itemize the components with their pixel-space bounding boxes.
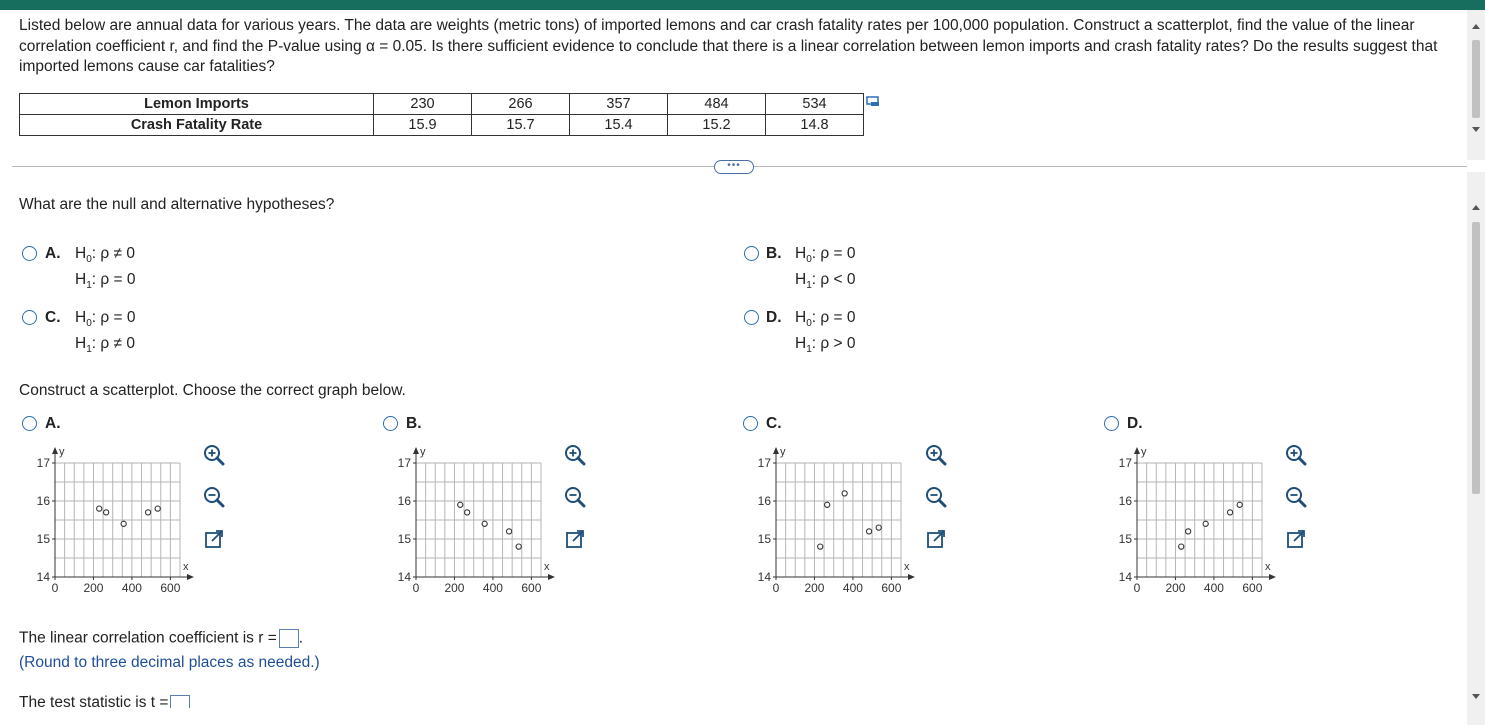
top-scrollbar-thumb[interactable]: [1472, 40, 1480, 118]
hyp-sub: 1: [806, 280, 812, 292]
data-point: [825, 502, 830, 507]
radio-graph-b[interactable]: [383, 416, 398, 431]
y-tick-label: 17: [1118, 456, 1132, 470]
y-tick-label: 17: [36, 456, 50, 470]
y-axis-label: y: [780, 446, 786, 458]
data-point: [1186, 529, 1191, 534]
data-point: [1237, 502, 1242, 507]
y-tick-label: 17: [757, 456, 771, 470]
row-label-fatality: Crash Fatality Rate: [20, 115, 374, 136]
x-axis-arrow: [548, 574, 555, 580]
x-tick-label: 400: [842, 581, 863, 595]
hyp-rest: : ρ = 0: [91, 271, 136, 288]
data-point: [458, 502, 463, 507]
null-hypothesis: [795, 245, 855, 265]
problem-statement: Listed below are annual data for various years. The data are weights (metric tons) of imported lemons and car crash fatality rates per 100,000 population. Construct a scatterplot, find the value of the linear correlation coefficient r, and find the P-value using α = 0.05. Is there sufficient evidence to conclude that there is a linear correlation between lemon imports and crash fatality rates? Do the results suggest that imported lemons cause car fatalities?: [19, 17, 1438, 75]
hyp-h: H: [795, 335, 807, 352]
hyp-h: H: [75, 309, 87, 326]
hyp-sub: 0: [806, 318, 812, 330]
radio-hyp-a[interactable]: [22, 246, 37, 261]
scroll-up-arrow-icon[interactable]: [1472, 205, 1480, 210]
x-tick-label: 200: [1165, 581, 1186, 595]
table-cell: 357: [570, 94, 668, 115]
y-axis-label: y: [59, 446, 65, 458]
zoom-in-icon[interactable]: [564, 444, 586, 466]
x-tick-label: 0: [1133, 581, 1141, 595]
radio-graph-a[interactable]: [22, 416, 37, 431]
scroll-up-arrow-icon[interactable]: [1472, 24, 1480, 29]
r-input[interactable]: [279, 629, 299, 648]
hyp-rest: : ρ > 0: [811, 335, 856, 352]
radio-graph-c[interactable]: [743, 416, 758, 431]
y-axis-arrow: [773, 447, 779, 454]
option-letter: B.: [406, 415, 422, 432]
popout-icon[interactable]: [203, 528, 225, 550]
data-point: [155, 506, 160, 511]
y-tick-label: 15: [1118, 532, 1132, 546]
main-scrollbar-thumb[interactable]: [1472, 222, 1480, 494]
data-table: [19, 93, 864, 136]
option-letter: A.: [45, 245, 61, 262]
option-letter: D.: [766, 309, 782, 326]
table-cell: 15.9: [374, 115, 472, 136]
y-tick-label: 15: [757, 532, 771, 546]
t-input[interactable]: [170, 695, 190, 708]
data-point: [145, 510, 150, 515]
scatterplot-question: Construct a scatterplot. Choose the correct graph below.: [19, 382, 406, 399]
x-tick-label: 600: [881, 581, 902, 595]
table-cell: 230: [374, 94, 472, 115]
data-point: [516, 544, 521, 549]
null-hypothesis: [75, 245, 135, 265]
data-point: [104, 510, 109, 515]
zoom-out-icon[interactable]: [203, 486, 225, 508]
radio-hyp-c[interactable]: [22, 310, 37, 325]
data-point: [506, 529, 511, 534]
null-hypothesis: [75, 309, 135, 329]
x-tick-label: 0: [412, 581, 420, 595]
data-point: [1179, 544, 1184, 549]
y-tick-label: 14: [36, 570, 50, 584]
option-letter: A.: [45, 415, 61, 432]
data-point: [866, 529, 871, 534]
option-letter: D.: [1127, 415, 1143, 432]
hyp-rest: : ρ = 0: [91, 309, 136, 326]
hyp-rest: : ρ = 0: [811, 245, 856, 262]
table-cell: 534: [766, 94, 864, 115]
hyp-rest: : ρ ≠ 0: [91, 245, 135, 262]
y-axis-arrow: [413, 447, 419, 454]
y-tick-label: 15: [397, 532, 411, 546]
hyp-h: H: [75, 271, 87, 288]
period-text: .: [298, 629, 304, 647]
null-hypothesis: [795, 309, 855, 329]
popout-icon[interactable]: [564, 528, 586, 550]
option-letter: B.: [766, 245, 782, 262]
y-tick-label: 16: [36, 494, 50, 508]
data-point: [1227, 510, 1232, 515]
hyp-rest: : ρ < 0: [811, 271, 856, 288]
y-tick-label: 17: [397, 456, 411, 470]
y-axis-arrow: [1134, 447, 1140, 454]
table-row: [20, 115, 864, 136]
table-cell: 266: [472, 94, 570, 115]
x-axis-arrow: [187, 574, 194, 580]
copy-data-icon[interactable]: [866, 96, 882, 108]
hypotheses-question: What are the null and alternative hypotheses?: [19, 196, 335, 213]
table-cell: 15.4: [570, 115, 668, 136]
y-tick-label: 14: [757, 570, 771, 584]
scroll-down-arrow-icon[interactable]: [1472, 127, 1480, 132]
option-letter: C.: [45, 309, 61, 326]
alternative-hypothesis: [75, 335, 135, 355]
scatterplot-a: [25, 440, 195, 600]
radio-hyp-d[interactable]: [744, 310, 759, 325]
data-point: [465, 510, 470, 515]
zoom-in-icon[interactable]: [1285, 444, 1307, 466]
data-point: [1203, 521, 1208, 526]
x-tick-label: 600: [160, 581, 181, 595]
popout-icon[interactable]: [925, 528, 947, 550]
x-tick-label: 400: [1203, 581, 1224, 595]
hyp-sub: 1: [806, 344, 812, 356]
rounding-note: (Round to three decimal places as needed.): [19, 654, 320, 671]
x-tick-label: 200: [804, 581, 825, 595]
test-statistic-question: [19, 694, 190, 708]
option-letter: C.: [766, 415, 782, 432]
alternative-hypothesis: [795, 271, 855, 291]
y-axis-label: y: [1141, 446, 1147, 458]
data-point: [876, 525, 881, 530]
alternative-hypothesis: [795, 335, 855, 355]
hyp-h: H: [75, 245, 87, 262]
expand-more-button[interactable]: •••: [714, 160, 754, 174]
data-point: [482, 521, 487, 526]
x-tick-label: 600: [1242, 581, 1263, 595]
x-tick-label: 400: [482, 581, 503, 595]
table-row: [20, 94, 864, 115]
hyp-rest: : ρ ≠ 0: [91, 335, 135, 352]
scatterplot-c: [746, 440, 916, 600]
hyp-h: H: [75, 335, 87, 352]
hyp-h: H: [795, 309, 807, 326]
hyp-sub: 1: [86, 344, 92, 356]
test-stat-label: The test statistic is t =: [19, 694, 169, 708]
x-tick-label: 0: [772, 581, 780, 595]
radio-graph-d[interactable]: [1104, 416, 1119, 431]
scatterplot-b: [386, 440, 556, 600]
alternative-hypothesis: [75, 271, 135, 291]
y-tick-label: 16: [757, 494, 771, 508]
top-bar: [0, 0, 1485, 10]
hyp-sub: 1: [86, 280, 92, 292]
zoom-in-icon[interactable]: [925, 444, 947, 466]
zoom-out-icon[interactable]: [564, 486, 586, 508]
x-axis-label: x: [544, 561, 550, 573]
table-cell: 15.7: [472, 115, 570, 136]
zoom-in-icon[interactable]: [203, 444, 225, 466]
x-axis-arrow: [908, 574, 915, 580]
y-tick-label: 14: [1118, 570, 1132, 584]
x-axis-label: x: [1265, 561, 1271, 573]
x-tick-label: 0: [51, 581, 59, 595]
correlation-label: The linear correlation coefficient is r =: [19, 629, 277, 647]
hyp-h: H: [795, 271, 807, 288]
hyp-sub: 0: [86, 318, 92, 330]
table-cell: 14.8: [766, 115, 864, 136]
x-tick-label: 400: [121, 581, 142, 595]
x-axis-label: x: [183, 561, 189, 573]
zoom-out-icon[interactable]: [925, 486, 947, 508]
table-cell: 15.2: [668, 115, 766, 136]
hyp-sub: 0: [806, 254, 812, 266]
x-tick-label: 600: [521, 581, 542, 595]
data-point: [818, 544, 823, 549]
y-tick-label: 16: [397, 494, 411, 508]
zoom-out-icon[interactable]: [1285, 486, 1307, 508]
hyp-h: H: [795, 245, 807, 262]
x-tick-label: 200: [83, 581, 104, 595]
table-cell: 484: [668, 94, 766, 115]
y-tick-label: 16: [1118, 494, 1132, 508]
data-point: [121, 521, 126, 526]
popout-icon[interactable]: [1285, 528, 1307, 550]
x-axis-label: x: [904, 561, 910, 573]
x-axis-arrow: [1269, 574, 1276, 580]
radio-hyp-b[interactable]: [744, 246, 759, 261]
scroll-down-arrow-icon[interactable]: [1472, 694, 1480, 699]
row-label-imports: Lemon Imports: [20, 94, 374, 115]
data-point: [842, 491, 847, 496]
correlation-question: [19, 629, 303, 648]
y-axis-arrow: [52, 447, 58, 454]
y-tick-label: 15: [36, 532, 50, 546]
hyp-sub: 0: [86, 254, 92, 266]
y-axis-label: y: [420, 446, 426, 458]
x-tick-label: 200: [444, 581, 465, 595]
hyp-rest: : ρ = 0: [811, 309, 856, 326]
data-point: [97, 506, 102, 511]
y-tick-label: 14: [397, 570, 411, 584]
scatterplot-d: [1107, 440, 1277, 600]
